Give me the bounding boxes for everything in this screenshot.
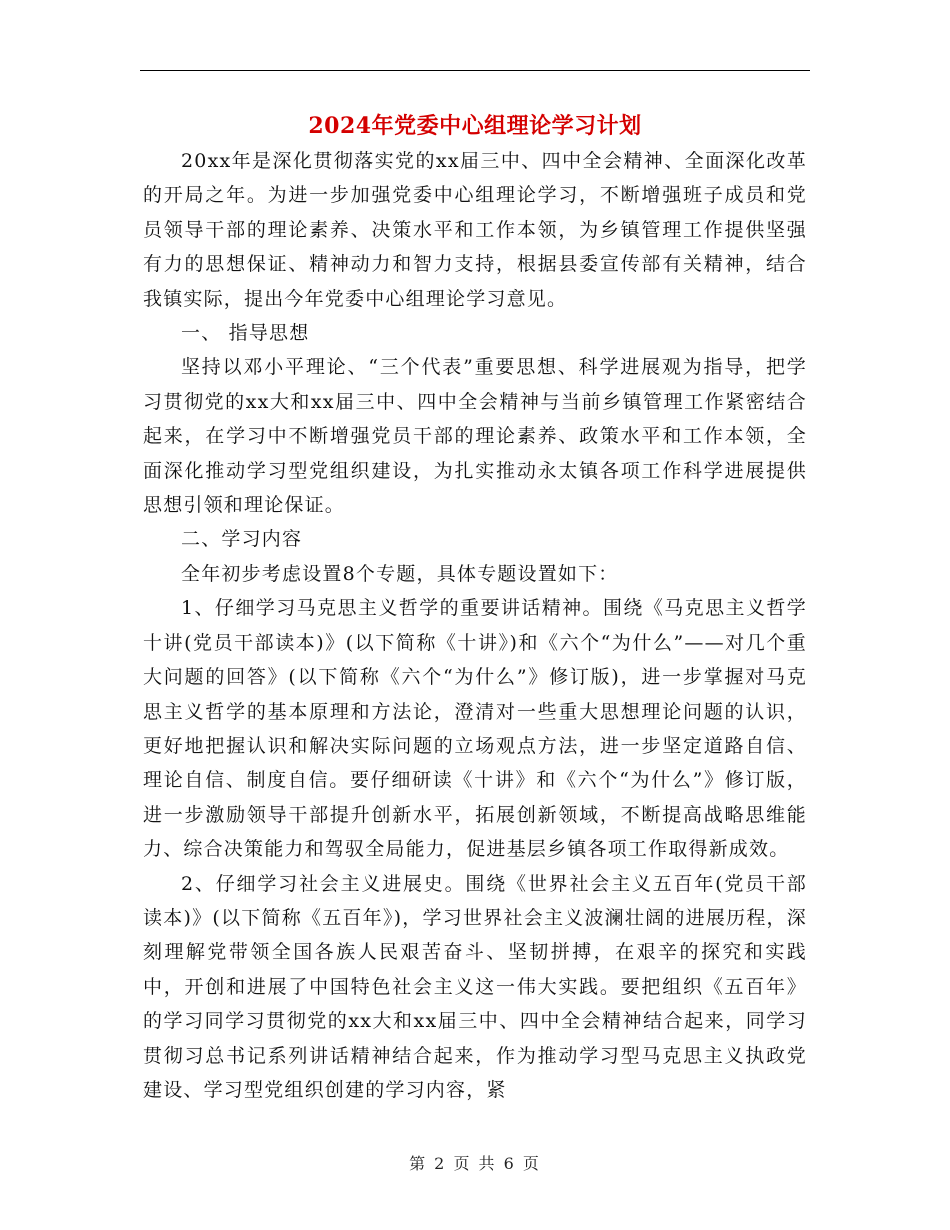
paragraph-topic-1: 1、仔细学习马克思主义哲学的重要讲话精神。围绕《马克思主义哲学十讲(党员干部读本)》(以下简称《十讲》)和《六个“为什么”——对几个重大问题的回答》(以下简称《六个“为什么”》修订版)，进一步掌握对马克思主义哲学的基本原理和方法论，澄清对一些重大思想理论问题的认识，更好地把握认识和解决实际问题的立场观点方法，进一步坚定道路自信、理论自信、制度自信。要仔细研读《十讲》和《六个“为什么”》修订版，进一步激励领导干部提升创新水平，拓展创新领域，不断提高战略思维能力、综合决策能力和驾驭全局能力，促进基层乡镇各项工作取得新成效。 [143, 597, 807, 861]
page-footer: 第 2 页 共 6 页 [409, 1154, 541, 1173]
section-heading-study-content: 二、学习内容 [181, 528, 303, 551]
document-title: 2024年党委中心组理论学习计划 [308, 113, 642, 139]
paragraph-topics-overview: 全年初步考虑设置8个专题，具体专题设置如下： [181, 562, 619, 585]
paragraph-topic-2: 2、仔细学习社会主义进展史。围绕《世界社会主义五百年(党员干部读本)》(以下简称《五百年》)，学习世界社会主义波澜壮阔的进展历程，深刻理解党带领全国各族人民艰苦奋斗、坚韧拼搏，在艰辛的探究和实践中，开创和进展了中国特色社会主义这一伟大实践。要把组织《五百年》的学习同学习贯彻党的xx大和xx届三中、四中全会精神结合起来，同学习贯彻习总书记系列讲话精神结合起来，作为推动学习型马克思主义执政党建设、学习型党组织创建的学习内容，紧 [143, 872, 807, 1101]
document-body [143, 144, 807, 1107]
paragraph-intro: 20xx年是深化贯彻落实党的xx届三中、四中全会精神、全面深化改革的开局之年。为进一步加强党委中心组理论学习，不断增强班子成员和党员领导干部的理论素养、决策水平和工作本领，为乡镇管理工作提供坚强有力的思想保证、精神动力和智力支持，根据县委宣传部有关精神，结合我镇实际，提出今年党委中心组理论学习意见。 [143, 150, 807, 310]
paragraph-guiding-thought: 坚持以邓小平理论、“三个代表”重要思想、科学进展观为指导，把学习贯彻党的xx大和xx届三中、四中全会精神与当前乡镇管理工作紧密结合起来，在学习中不断增强党员干部的理论素养、政策水平和工作本领，全面深化推动学习型党组织建设，为扎实推动永太镇各项工作科学进展提供思想引领和理论保证。 [143, 356, 807, 517]
section-heading-guiding-thought: 一、 指导思想 [181, 322, 310, 345]
header-rule [140, 70, 810, 71]
